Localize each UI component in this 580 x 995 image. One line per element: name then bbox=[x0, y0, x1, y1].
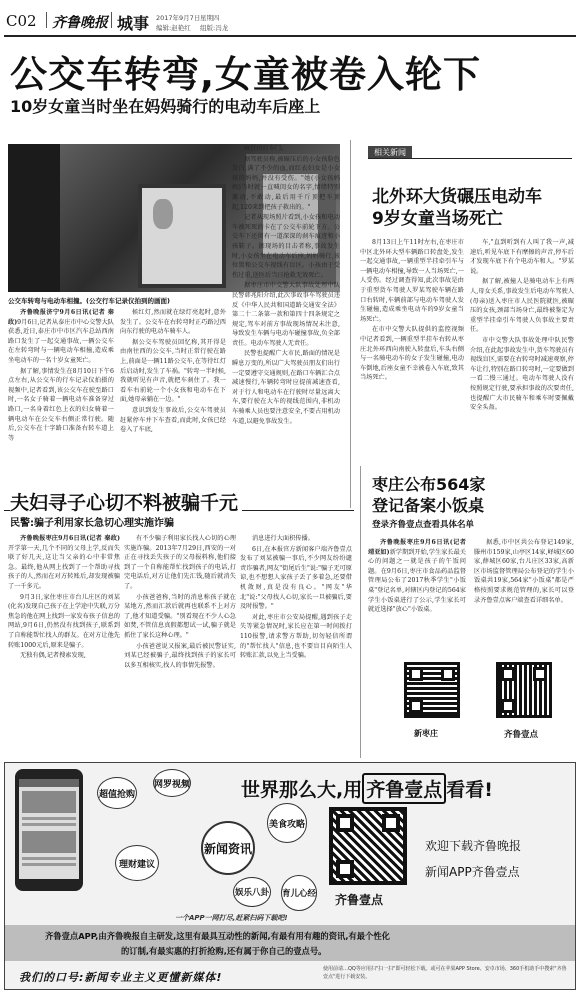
masthead bbox=[0, 0, 580, 38]
article-paragraph: 据了解,被撞人是骑电动车上有两人,母女关系,事故发生后电动车驾驶人(母亲)送入枣庄市人民医院就医,被碾压的女孩,颈部当场身亡,最终被鉴定为重型半挂牵引车驾驶人负事故主要责任。 bbox=[470, 278, 574, 334]
editor-credit: 编辑:赵艳红 bbox=[156, 24, 191, 32]
related-column-1 bbox=[360, 238, 464, 460]
qr-label: 齐鲁壹点 bbox=[504, 730, 539, 740]
article-paragraph: 据了解,事情发生在8月10日下午6点左右,从公交车的行车记录仪拍摄的视频中,记者看到,该公交车在驶至路口时,一名女子骑着一辆电动车准备穿过路口,一名身着红色上衣的妇女骑着一辆电动车在公交车右侧正常行驶。随后,公交车在十字路口准备右转车道上等 bbox=[8, 367, 114, 442]
scam-column-2 bbox=[124, 534, 236, 756]
bubble-deals: 超值抢购 bbox=[97, 777, 137, 809]
phone-mockup bbox=[15, 769, 83, 891]
paper-logo: 齐鲁晚报 bbox=[52, 15, 108, 31]
divider bbox=[46, 12, 47, 28]
article-paragraph: 疯狂拍打车门。 bbox=[244, 145, 288, 152]
lead-column-3 bbox=[232, 144, 340, 505]
photo-caption: 公交车转弯与电动车相撞。(公交行车记录仪拍到的画面) bbox=[8, 297, 170, 305]
article-paragraph: 对此,枣庄市公安局提醒,遇到孩子走失等紧急情况时,家长应在第一时间拨打110报警,请求警方帮助,切勿轻信所谓的"帮忙找人"信息,也不要盲目向陌生人转账汇款,以免上当受骗。 bbox=[240, 613, 352, 660]
bubble-finance: 理财建议 bbox=[115, 845, 159, 881]
article-paragraph: 小孩爸爸说又报案,最后被民警证实,刘某已经被骗子,最终找到孩子的家长可以多互相核实,找人的事情先报警。 bbox=[124, 642, 236, 669]
article-paragraph: 车,"直到听到有人叫了我一声,减速后,听见车底下有摩擦的声音,停车后才发现车底下有个电动车和人。"罗某说。 bbox=[470, 239, 574, 275]
scam-column-1 bbox=[8, 534, 120, 756]
designer-credit: 组版:冯龙 bbox=[200, 24, 229, 32]
section-title: 城事 bbox=[117, 14, 150, 33]
issue-weekday: 星期四 bbox=[200, 14, 220, 22]
slogan-brand: 齐鲁壹点 bbox=[362, 773, 446, 804]
article-paragraph: 民警也提醒广大市民,路面的情况是瞬息万变的,所以广大驾驶员朋友们出行一定要遵守交通规则,在路口车辆汇合点减速慢行,车辆转弯时应提前减速查看,对于行人和电动车在行驶时尽量远离大车,要行驶在大车的视线范围内,非机动车骑乘人员也要注意安全,不要占用机动车道,以避免事故发生。 bbox=[232, 350, 340, 425]
column-divider bbox=[350, 140, 351, 508]
school-column-2 bbox=[474, 538, 574, 656]
article-paragraph: 据枣庄市中交警大队事故处理中队民警韩兆阳介绍,此次事故事车驾驶员违反《中华人民共和国道路交通安全法》第二十二条第一款和第四十四条规定之规定,驾车对前方事故现场情况未注意,导致发生车辆与电动车碰撞事故,负全部责任。电动车驾驶人无责任。 bbox=[232, 282, 340, 347]
article-paragraph: 市中交警大队事故处理中队民警介绍,在此起事故发生中,货车驾驶员有视线盲区,需要在右转弯时减速观察,停车让行,特别在路口转弯时,一定要做到一看二慢三通过。电动车驾驶人没有按照规定行驶,要承担事故的次要责任,也提醒广大市民骑车和乘车时要佩戴安全头盔。 bbox=[470, 336, 574, 412]
app-advertisement bbox=[4, 762, 576, 990]
qr-code-xinzaozhuang[interactable] bbox=[404, 662, 460, 718]
divider bbox=[111, 12, 112, 28]
article-paragraph: 消息进行大面积传播。 bbox=[252, 535, 314, 542]
school-headline: 枣庄公布564家 登记备案小饭桌 bbox=[372, 475, 486, 515]
ad-banner bbox=[5, 925, 576, 961]
qr-brand-label: 齐鲁壹点 bbox=[335, 893, 384, 907]
download-note: 使用前请…QQ等应用扫"扫一扫"即可轻松下载。或可在苹果APP Store、安卓市场、360手机助手中搜索"齐鲁壹点"进行下载安装。 bbox=[323, 966, 567, 980]
slogan-mid: 用 bbox=[343, 779, 363, 801]
related-tag: 相关新闻 bbox=[368, 146, 412, 159]
qr-code-qilu-yidian[interactable] bbox=[496, 662, 552, 718]
bubble-parenting: 育儿心经 bbox=[281, 875, 317, 911]
bottom-slogan: 我们的口号:新闻专业主义更懂新媒体! bbox=[19, 971, 223, 984]
issue-date: 2017年9月7日 bbox=[156, 14, 201, 22]
column-divider bbox=[360, 466, 361, 758]
related-headline: 北外环大货碾压电动车 9岁女童当场死亡 bbox=[372, 187, 542, 229]
article-paragraph: 小孩爸爸称,当时的消息称孩子就在某地方,然而汇款后就再也联系不上对方了,他才知道受骗。"别看现在不少人心急如焚,不管信息真假都想试一试,骗子就是抓住了家长这种心理。" bbox=[124, 593, 236, 639]
article-paragraph: 齐鲁晚报枣庄9月6日讯(记者 靖亚如)新学期到开始,学生家长最关心的问题之一就是孩子的午饭问题。在9月6日,枣庄市食品药品监督管理局公布了2017秋季学生"小饭桌"登记名单,对辖区内登记的564家学生小饭桌进行了公示,学生家长可就近选择"放心"小饭桌。 bbox=[368, 539, 466, 614]
scam-headline: 夫妇寻子心切不料被骗千元 bbox=[10, 488, 242, 515]
page-code: C02 bbox=[6, 12, 37, 30]
school-subhead: 登录齐鲁壹点查看具体名单 bbox=[372, 520, 475, 530]
article-paragraph: 无独有偶,记者搜索发现, bbox=[20, 652, 86, 660]
article-paragraph: 意识到发生事故后,公交车驾驶员赶紧停车并下车查看,而此时,女孩已经卷入了车底, bbox=[120, 406, 226, 434]
scam-column-3 bbox=[240, 534, 352, 756]
lead-subhead: 10岁女童当时坐在妈妈骑行的电动车后座上 bbox=[10, 97, 321, 116]
article-paragraph: 有不少骗子利用家长找人心切的心理实施诈骗。2013年7月29日,西安的一对正在寻找丢失孩子的父母报料称,他们接到了一个自称能帮忙找到孩子的电话,打完电话后,对方让他们先汇钱,随后就消失了。 bbox=[124, 535, 236, 590]
welcome-line-1: 欢迎下载齐鲁晚报 bbox=[425, 839, 522, 853]
bubble-gossip: 娱乐八卦 bbox=[233, 877, 271, 907]
bubble-food: 美食攻略 bbox=[267, 803, 307, 843]
scam-subhead: 民警:骗子利用家长急切心理实施诈骗 bbox=[10, 518, 174, 529]
lead-headline: 公交车转弯,女童被卷入轮下 bbox=[10, 53, 482, 96]
banner-line-1: 齐鲁壹点APP,由齐鲁晚报自主研发,这里有最具互动性的新闻,有最有用有趣的资讯,有最个性化 bbox=[45, 931, 390, 941]
slogan-suffix: 看看! bbox=[446, 779, 493, 801]
lead-column-2 bbox=[120, 308, 226, 505]
bubble-video: 网罗视频 bbox=[153, 769, 191, 797]
related-column-2 bbox=[470, 238, 574, 460]
school-column-1 bbox=[368, 538, 466, 656]
related-rule bbox=[368, 158, 572, 159]
article-paragraph: 8月13日上午11时左右,在枣庄市中区北外环大型车辆路口转盘处,发生一起交通事故,一辆重型半挂牵引车与一辆电动车相撞,导致一人当场死亡,一人受伤。经过调查得知,此次事故是由于重型货车驾驶人罗某驾驶车辆在路口右转时,车辆前部与电动车驾驶人发生碰撞,造成乘坐电动车的9岁女童当场死亡。 bbox=[360, 239, 464, 323]
slogan-prefix: 世界那么大, bbox=[241, 779, 344, 801]
ad-slogan bbox=[241, 773, 493, 804]
article-paragraph: 记者从现场照片看到,小女孩和电动车被死死的卡在了公交车前轮下方。公交车下还留有一道深深的刹车痕迹和小孩鞋子。据现场的目击者称,事故发生时,小女孩坐在电动车后座,妈妈骑行,该位置和公交车视线有盲区。小孩由于受伤过重,送医后当日抢救无效死亡。 bbox=[232, 214, 340, 279]
article-paragraph: 据悉,市中区共公布登记149家,滕州市159家,山亭区14家,峄城区60家,薛城区60家,台儿庄区33家,高新区市场监督管理局公布登记的学生小饭桌共19家,564家"小饭桌"都是严格按照要求规范管理的,家长可以登录齐鲁壹点客户端查看详细名单。 bbox=[474, 539, 574, 604]
bubble-news: 新闻资讯 bbox=[201, 821, 255, 875]
article-paragraph: 6日,在本报官方新闻客户端齐鲁壹点发布了刘某被骗一事后,不少网友纷纷谴责诈骗者,网友"街尾后生"说:"骗子无可原谅,也不想想人家孩子丢了多着急,还要借机敛财,真是没有良心。"网友"华北"说:"父母找人心切,家长一旦被骗后,要及时报警。" bbox=[240, 545, 352, 611]
article-paragraph: 候红灯,然而就在绿灯亮起时,意外发生了。公交车在右转弯时正巧路过西向东行驶的电动车骑车人。 bbox=[120, 309, 226, 336]
lead-column-1 bbox=[8, 308, 114, 505]
app-tagline: 一个APP一网打尽,赶紧扫码下载吧! bbox=[175, 914, 288, 922]
article-paragraph: 据驾驶员称,被碾压后的小女孩脸色发白,满了不少的血,而红衣妇女是小女孩的妈妈,并没有受伤。"她(小女孩妈妈)当时就一直喊闺女的名字,情绪特别激动,不敢动,最后用千斤顶把车顶起,120来到把孩子救出的。" bbox=[232, 155, 340, 211]
banner-line-2: 的订制,有最实惠的打折抢购,还有属于你自己的壹点号。 bbox=[121, 946, 327, 956]
article-paragraph: 齐鲁晚报枣庄9月6日讯(记者 秦政)开学第一天,几个不同的父母上学,反而失联了好几天,这让当父亲的心中非常焦急。最终,他从网上找到了一个帮助寻找孩子的人,然而在对方转账后,却发现被骗了一千多元。 bbox=[8, 535, 120, 590]
welcome-line-2: 新闻APP齐鲁壹点 bbox=[425, 865, 520, 879]
article-paragraph: 据公交车驾驶员回忆称,其开得是由南往西的公交车,当时正常行驶在路上,前面是一辆11路公交车,在等待红灯后启动时,发生了车祸。"转弯一半时候,我就听见有声音,就把车刹住了。我一看车右前轮一个小女孩和电动车在下面,她母亲躺在一边。" bbox=[120, 338, 226, 404]
qr-label: 新枣庄 bbox=[414, 729, 438, 738]
article-paragraph: 齐鲁晚报济宁9月6日讯(记者 秦政)9月6日,记者从泰庄市中心交警大队获悉,近日,泰庄市中市区汽车总站西南路口发生了一起交通事故,一辆公交车在左转弯时与一辆电动车相撞,造成乘坐电动车的一名十岁女童死亡。 bbox=[8, 309, 114, 364]
article-paragraph: 9月3日,家住枣庄市台儿庄区的刘某(化名)发现自己孩子在上学途中失联,万分焦急的他在网上找到一家发布孩子信息的网站,9月6日,仍然没有找到孩子,联系到了自称能帮忙找人的群友。在对方让他先转账1000元后,原来是骗子。 bbox=[8, 593, 120, 649]
header-rule bbox=[4, 35, 576, 37]
download-qr-code[interactable] bbox=[329, 807, 407, 885]
article-paragraph: 在市中交警大队提供的监控视频中记者看到,一辆重型半挂车右转从枣庄北外环西向南驶入转盘后,车头右侧与一名骑电动车的女子发生碰撞,电动车倒地,后座女童不幸被卷入车底,致其当场死亡。 bbox=[360, 326, 464, 382]
